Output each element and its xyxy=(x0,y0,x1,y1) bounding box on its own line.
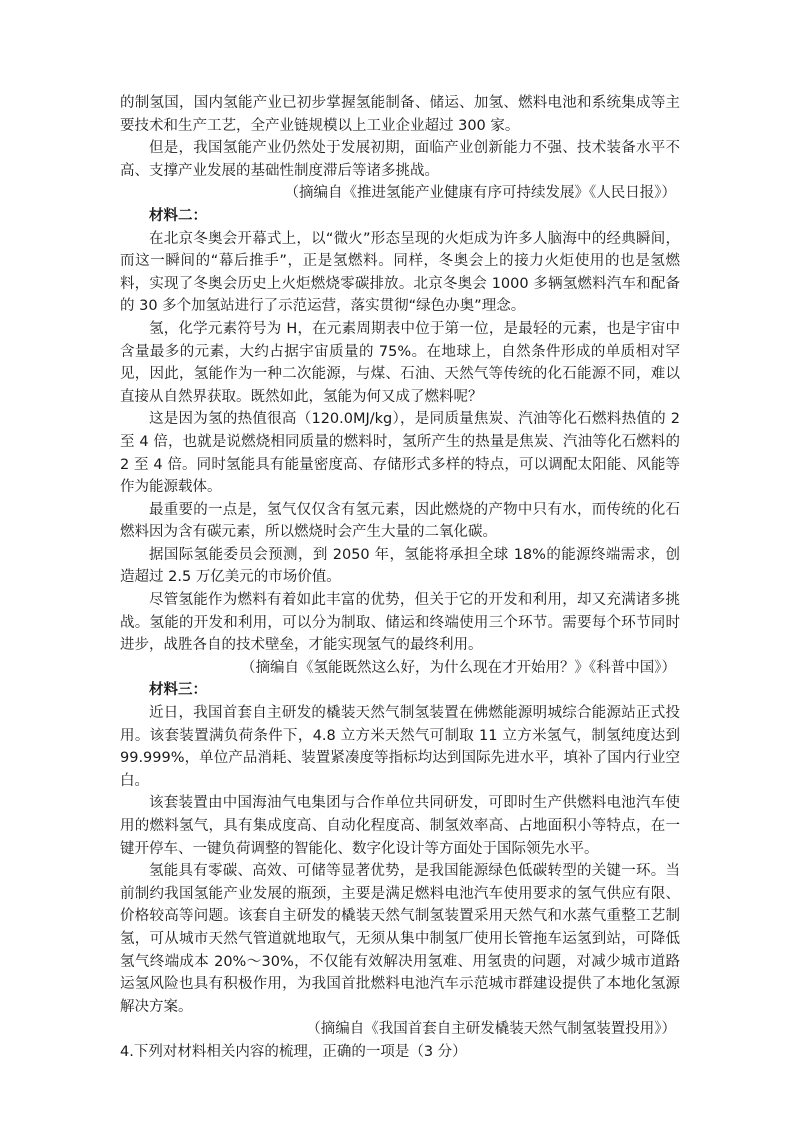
material2-paragraph-1: 在北京冬奥会开幕式上，以“微火”形态呈现的火炬成为许多人脑海中的经典瞬间，而这一瞬间的“幕后推手”，正是氢燃料。同样，冬奥会上的接力火炬使用的也是氢燃料，实现了冬奥会历史上火炬燃烧零碳排放。北京冬奥会 1000 多辆氢燃料汽车和配备的 30 多个加氢站进行了示范运营，落实贯彻“绿色办奥”理念。 xyxy=(120,230,680,315)
material2-paragraph-6: 尽管氢能作为燃料有着如此丰富的优势，但关于它的开发和利用，却又充满诸多挑战。氢能的开发和利用，可以分为制取、储运和终端使用三个环节。需要每个环节同时进步，战胜各自的技术壁垒，才能实现氢气的最终利用。 xyxy=(120,592,680,654)
material3-paragraph-1: 近日，我国首套自主研发的橇装天然气制氢装置在佛燃能源明城综合能源站正式投用。该套装置满负荷条件下，4.8 立方米天然气可制取 11 立方米氢气，制氢纯度达到 99.999%，单位产品消耗、装置紧凑度等指标均达到国际先进水平，填补了国内行业空白。 xyxy=(120,705,680,789)
material3-source: （摘编自《我国首套自主研发橇装天然气制氢装置投用》） xyxy=(306,1021,676,1038)
material2-paragraph-5: 据国际氢能委员会预测，到 2050 年，氢能将承担全球 18%的能源终端需求，创造超过 2.5 万亿美元的市场价值。 xyxy=(120,546,680,586)
material3-paragraph-2: 该套装置由中国海油气电集团与合作单位共同研发，可即时生产供燃料电池汽车使用的燃料氢气，具有集成度高、自动化程度高、制氢效率高、占地面积小等特点，在一键开停车、一键负荷调整的智能化、数字化设计等方面处于国际领先水平。 xyxy=(120,795,680,857)
material2-source: （摘编自《氢能既然这么好，为什么现在才开始用？》《科普中国》） xyxy=(241,659,676,676)
document-page xyxy=(120,92,680,1064)
material2-paragraph-3: 这是因为氢的热值很高（120.0MJ/kg），是同质量焦炭、汽油等化石燃料热值的 2 至 4 倍，也就是说燃烧相同质量的燃料时，氢所产生的热量是焦炭、汽油等化石燃料的 2 至 4 倍。同时氢能具有能量密度高、存储形式多样的特点，可以调配太阳能、风能等作为能源载体。 xyxy=(120,411,680,496)
material1-source: （摘编自《推进氢能产业健康有序可持续发展》《人民日报》） xyxy=(284,185,676,202)
material2-paragraph-2: 氢，化学元素符号为 H，在元素周期表中位于第一位，是最轻的元素，也是宇宙中含量最多的元素，大约占据宇宙质量的 75%。在地球上，自然条件形成的单质相对罕见，因此，氢能作为一种二次能源，与煤、石油、天然气等传统的化石能源不同，难以直接从自然界获取。既然如此，氢能为何又成了燃料呢？ xyxy=(120,320,680,405)
material1-paragraph-2: 但是，我国氢能产业仍然处于发展初期，面临产业创新能力不强、技术装备水平不高、支撑产业发展的基础性制度滞后等诸多挑战。 xyxy=(120,140,680,179)
material2-paragraph-4: 最重要的一点是，氢气仅仅含有氢元素，因此燃烧的产物中只有水，而传统的化石燃料因为含有碳元素，所以燃烧时会产生大量的二氧化碳。 xyxy=(120,501,680,541)
material3-paragraph-3: 氢能具有零碳、高效、可储等显著优势，是我国能源绿色低碳转型的关键一环。当前制约我国氢能产业发展的瓶颈，主要是满足燃料电池汽车使用要求的氢气供应有限、价格较高等问题。该套自主研发的橇装天然气制氢装置采用天然气和水蒸气重整工艺制氢，可从城市天然气管道就地取气，无须从集中制氢厂使用长管拖车运氢到站，可降低氢气终端成本 20%～30%，不仅能有效解决用氢难、用氢贵的问题，对减少城市道路运氢风险也具有积极作用，为我国首批燃料电池汽车示范城市群建设提供了本地化氢源解决方案。 xyxy=(120,863,680,1015)
material3-heading: 材料三： xyxy=(149,682,207,699)
material2-heading: 材料二： xyxy=(149,207,207,224)
material1-paragraph-1: 的制氢国，国内氢能产业已初步掌握氢能制备、储运、加氢、燃料电池和系统集成等主要技术和生产工艺，全产业链规模以上工业企业超过 300 家。 xyxy=(120,95,680,134)
question-4: 4.下列对材料相关内容的梳理，正确的一项是（3 分） xyxy=(120,1043,467,1060)
